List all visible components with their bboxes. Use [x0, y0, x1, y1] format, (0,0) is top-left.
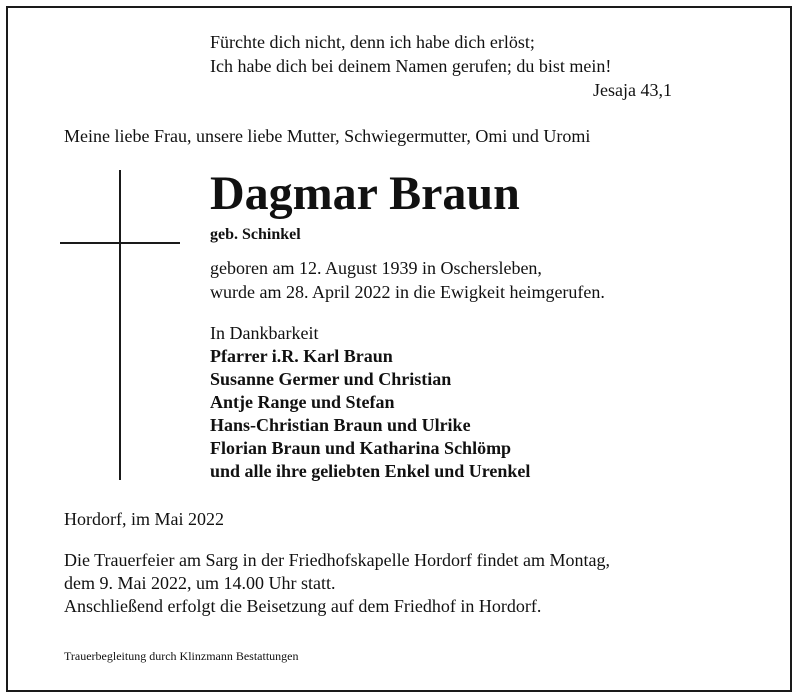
mourner-name: Florian Braun und Katharina Schlömp: [210, 438, 512, 458]
mourner-name: und alle ihre geliebten Enkel und Urenkel: [210, 461, 531, 481]
mourner-name: Susanne Germer und Christian: [210, 369, 452, 389]
life-dates: [210, 256, 605, 304]
ceremony-line: dem 9. Mai 2022, um 14.00 Uhr statt.: [64, 573, 336, 593]
deceased-name: Dagmar Braun: [210, 167, 520, 220]
ceremony-line: Die Trauerfeier am Sarg in der Friedhofskapelle Hordorf findet am Montag,: [64, 550, 611, 570]
intro-text: Meine liebe Frau, unsere liebe Mutter, Schwiegermutter, Omi und Uromi: [64, 126, 591, 146]
ceremony-line: Anschließend erfolgt die Beisetzung auf dem Friedhof in Hordorf.: [64, 596, 542, 616]
birth-name: geb. Schinkel: [210, 226, 301, 243]
mourner-name: Antje Range und Stefan: [210, 392, 395, 412]
verse-line: Fürchte dich nicht, denn ich habe dich erlöst;: [210, 32, 535, 52]
date-line: geboren am 12. August 1939 in Oschersleben,: [210, 258, 542, 278]
place-date: Hordorf, im Mai 2022: [64, 509, 224, 529]
cross-icon-bar: [60, 242, 180, 244]
verse-reference: Jesaja 43,1: [593, 80, 672, 100]
bible-verse: [210, 30, 672, 102]
mourner-name: Pfarrer i.R. Karl Braun: [210, 346, 393, 366]
cross-icon: [119, 170, 121, 480]
mourners-heading: In Dankbarkeit: [210, 323, 319, 343]
date-line: wurde am 28. April 2022 in die Ewigkeit heimgerufen.: [210, 282, 605, 302]
verse-line: Ich habe dich bei deinem Namen gerufen; du bist mein!: [210, 56, 612, 76]
ceremony-info: [64, 549, 610, 618]
mourners-list: [210, 322, 530, 483]
funeral-home-credit: Trauerbegleitung durch Klinzmann Bestattungen: [64, 649, 299, 663]
mourner-name: Hans-Christian Braun und Ulrike: [210, 415, 471, 435]
